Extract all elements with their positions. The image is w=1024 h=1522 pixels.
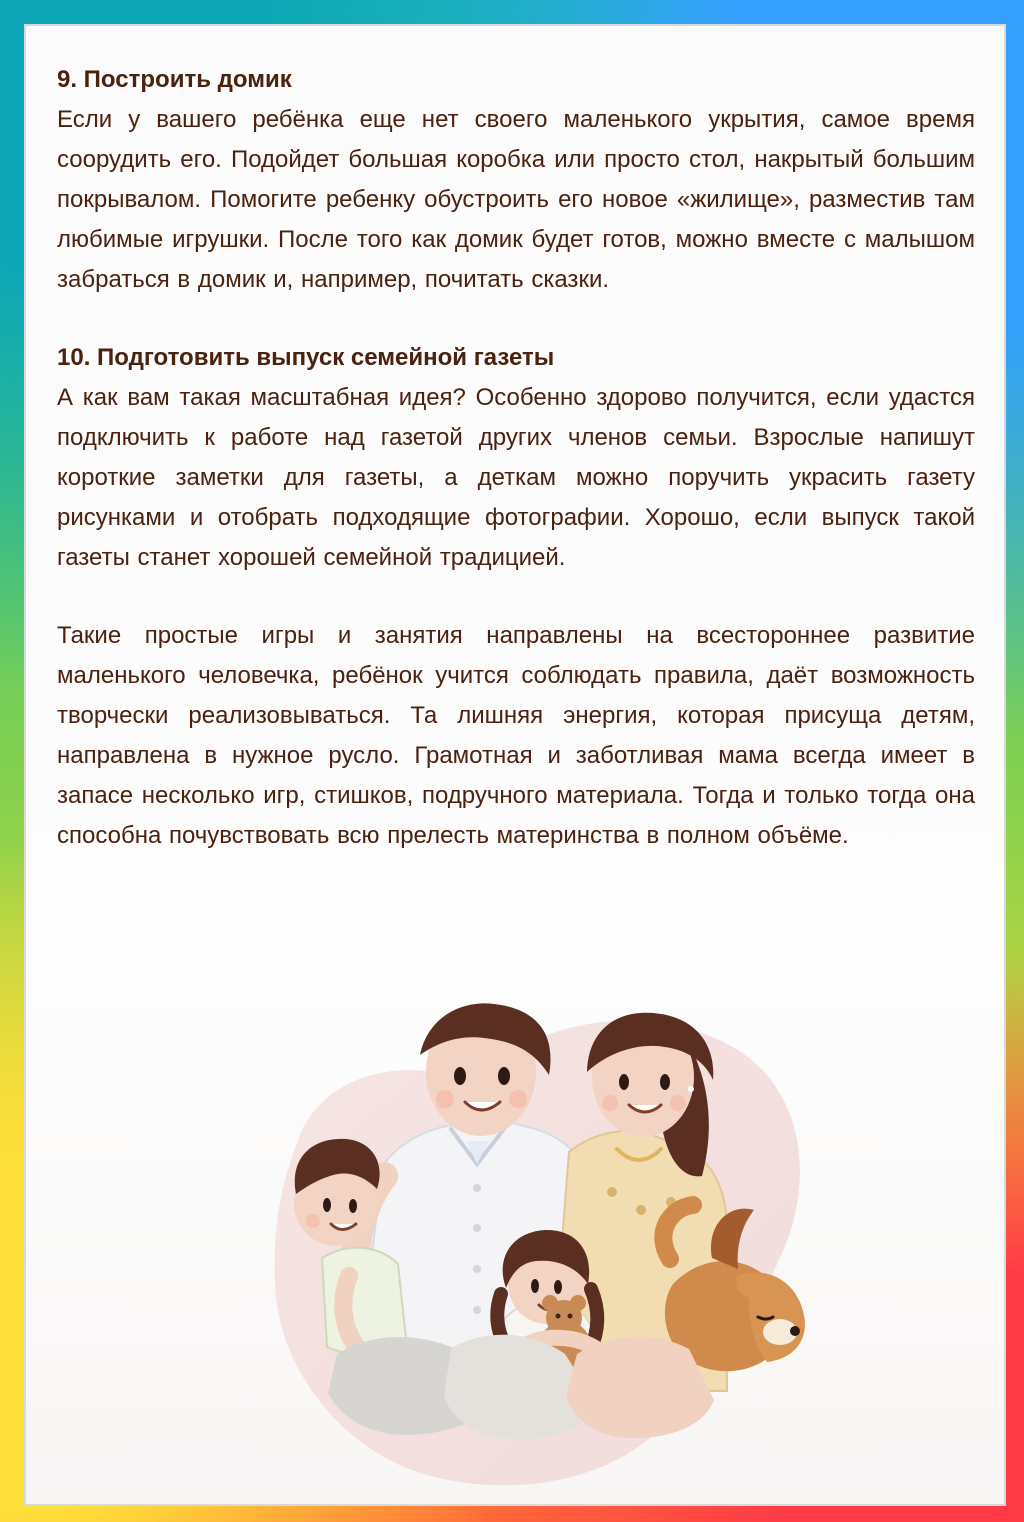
section-title: 10. Подготовить выпуск семейной газеты	[57, 344, 555, 371]
conclusion-text: Такие простые игры и занятия направлены на всестороннее развитие маленького человечка, ребёнок учится соблюдать правила, даёт возможность творчески реализовываться. Та лишняя энергия, которая присуща детям, направлена в нужное русло. Грамотная и заботливая мама всегда имеет в запасе несколько игр, стишков, подручного материала. Тогда и только тогда она способна почувствовать всю прелесть материнства в полном объёме.	[57, 622, 975, 849]
section-family-newspaper	[57, 338, 975, 578]
section-title: 9. Построить домик	[57, 66, 292, 93]
conclusion-section	[57, 616, 975, 856]
page-footer-fragment	[386, 1492, 646, 1506]
section-text: Если у вашего ребёнка еще нет своего маленького укрытия, самое время соорудить его. Подойдет большая коробка или просто стол, накрытый большим покрывалом. Помогите ребенку обустроить его новое «жилище», разместив там любимые игрушки. После того как домик будет готов, можно вместе с малышом забраться в домик и, например, почитать сказки.	[57, 106, 975, 293]
floor-legs	[328, 1335, 714, 1440]
section-build-house	[57, 60, 975, 300]
document-page	[24, 24, 1006, 1506]
document-content	[57, 60, 975, 856]
family-illustration-svg	[258, 998, 810, 1506]
family-illustration	[258, 998, 810, 1506]
section-text: А как вам такая масштабная идея? Особенно здорово получится, если удастся подключить к работе над газетой других членов семьи. Взрослые напишут короткие заметки для газеты, а деткам можно поручить украсить газету рисунками и отобрать подходящие фотографии. Хорошо, если выпуск такой газеты станет хорошей семейной традицией.	[57, 384, 975, 571]
